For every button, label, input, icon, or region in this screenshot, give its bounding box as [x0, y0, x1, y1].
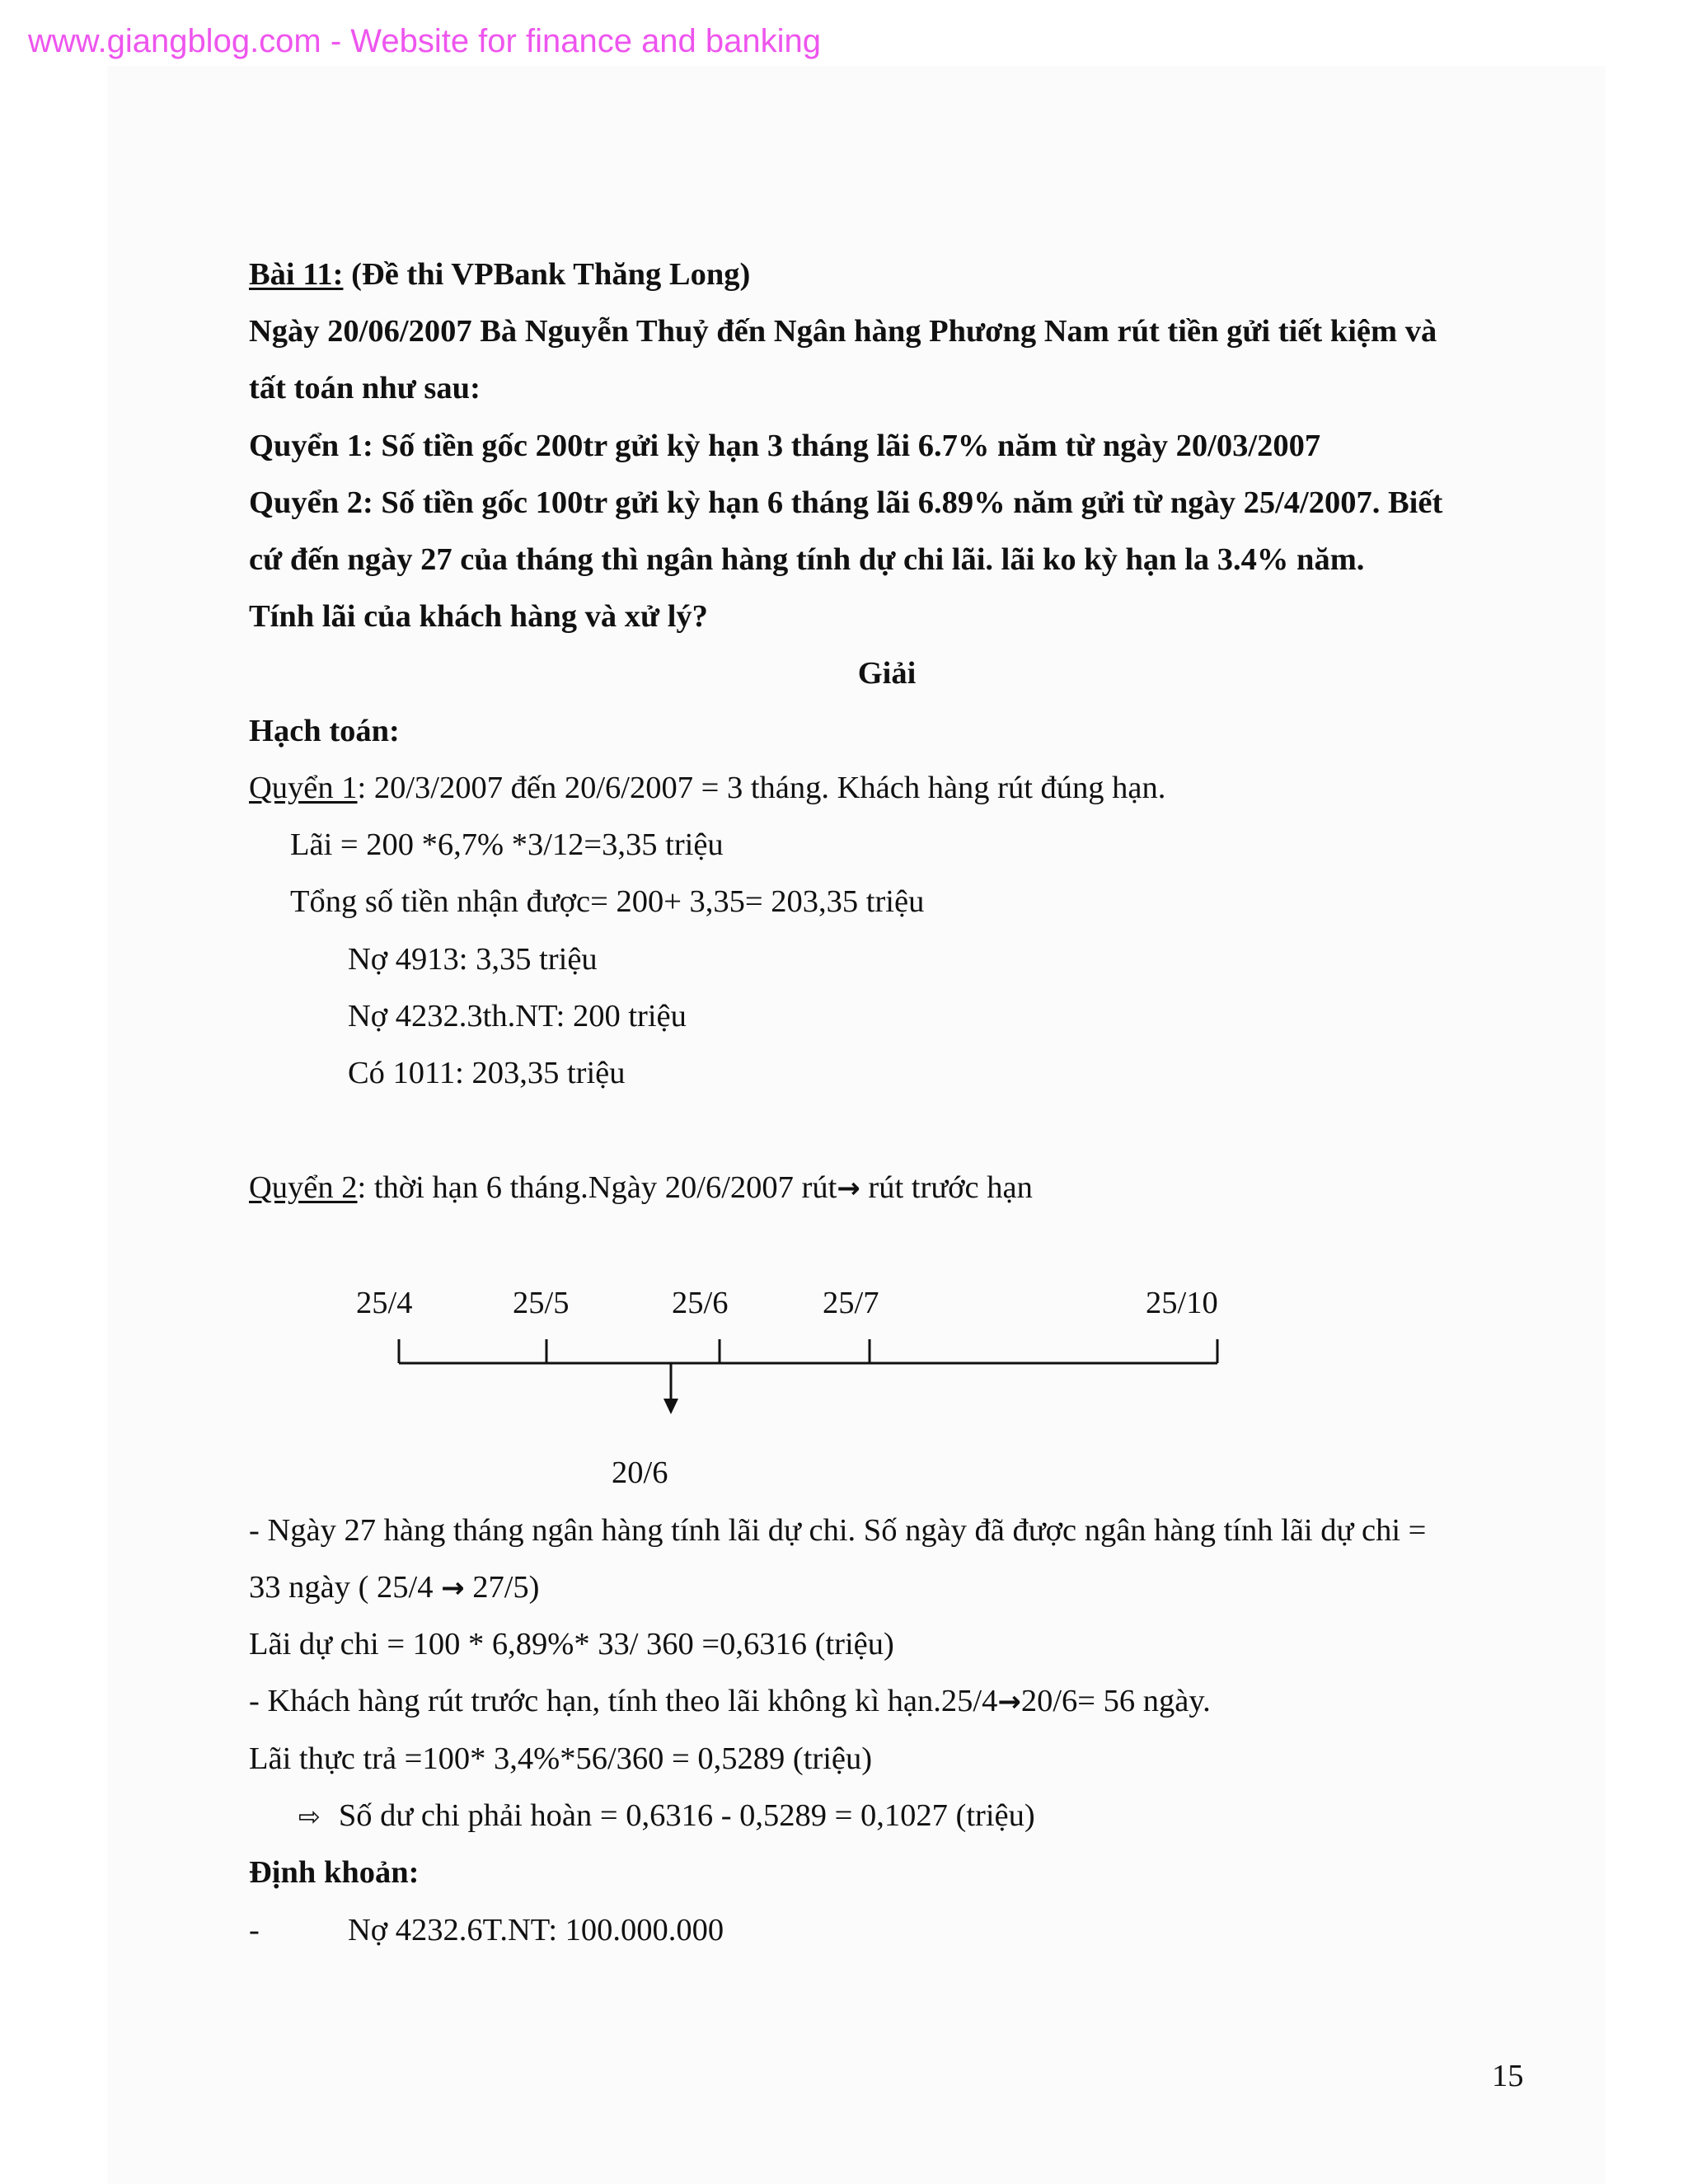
quyen-1-text: : 20/3/2007 đến 20/6/2007 = 3 tháng. Khách hàng rút đúng hạn.: [357, 771, 1166, 805]
timeline-label-25-5: 25/5: [513, 1286, 570, 1320]
problem-line-4: Quyển 2: Số tiền gốc 100tr gửi kỳ hạn 6 tháng lãi 6.89% năm gửi từ ngày 25/4/2007. Biết: [249, 485, 1443, 520]
arrow-right-icon: →: [997, 1685, 1021, 1718]
note-3-a: - Khách hàng rút trước hạn, tính theo lãi không kì hạn.25/4: [249, 1684, 998, 1718]
quyen-2-text-a: : thời hạn 6 tháng.Ngày 20/6/2007 rút: [357, 1170, 837, 1205]
entry-dash: -: [249, 1913, 260, 1947]
hach-toan-heading: Hạch toán:: [249, 714, 400, 748]
timeline-label-25-6: 25/6: [672, 1286, 729, 1320]
page-number: 15: [1492, 2059, 1524, 2093]
entry-no-4232-6t: Nợ 4232.6T.NT: 100.000.000: [348, 1913, 724, 1947]
solution-heading: Giải: [857, 656, 917, 691]
arrow-right-icon: →: [441, 1572, 465, 1605]
note-3: [249, 1682, 1211, 1721]
dinh-khoan-heading: Định khoản:: [249, 1855, 420, 1890]
quyen-2-text-b: rút trước hạn: [860, 1170, 1033, 1205]
note-2-b: 27/5): [464, 1570, 540, 1605]
quyen-1-label: Quyển 1: [249, 771, 358, 805]
note-2-a: 33 ngày ( 25/4: [249, 1570, 442, 1605]
lai-du-chi: Lãi dự chi = 100 * 6,89%* 33/ 360 =0,6316 (triệu): [249, 1627, 894, 1661]
down-arrow-icon: [663, 1399, 678, 1414]
problem-title: Bài 11:: [249, 257, 344, 292]
problem-line-6: Tính lãi của khách hàng và xử lý?: [249, 599, 708, 634]
timeline-label-25-4: 25/4: [356, 1286, 413, 1320]
note-3-b: 20/6= 56 ngày.: [1020, 1684, 1211, 1718]
timeline-label-25-10: 25/10: [1146, 1286, 1218, 1320]
note-1: - Ngày 27 hàng tháng ngân hàng tính lãi dự chi. Số ngày đã được ngân hàng tính lãi dự chi =: [249, 1513, 1427, 1548]
quyen-2-label: Quyển 2: [249, 1170, 358, 1205]
watermark-link[interactable]: www.giangblog.com - Website for finance and banking: [28, 23, 822, 59]
timeline-withdraw-label: 20/6: [612, 1455, 668, 1490]
problem-line-5: cứ đến ngày 27 của tháng thì ngân hàng tính dự chi lãi. lãi ko kỳ hạn la 3.4% năm.: [249, 542, 1365, 577]
quyen-1-entry-no-4913: Nợ 4913: 3,35 triệu: [348, 942, 598, 977]
quyen-1-entry-no-4232: Nợ 4232.3th.NT: 200 triệu: [348, 999, 687, 1033]
arrow-right-icon: →: [837, 1172, 860, 1205]
so-du-text: Số dư chi phải hoàn = 0,6316 - 0,5289 = 0,1027 (triệu): [338, 1798, 1035, 1833]
so-du-line: [298, 1797, 1035, 1835]
note-2: [249, 1568, 540, 1607]
problem-line-2: tất toán như sau:: [249, 371, 481, 405]
quyen-1-entry-co-1011: Có 1011: 203,35 triệu: [348, 1056, 626, 1090]
hollow-arrow-icon: ⇨: [298, 1801, 321, 1832]
timeline-label-25-7: 25/7: [823, 1286, 879, 1320]
quyen-1-tong: Tổng số tiền nhận được= 200+ 3,35= 203,35 triệu: [290, 884, 925, 919]
quyen-1-lai: Lãi = 200 *6,7% *3/12=3,35 triệu: [290, 827, 724, 862]
problem-source: (Đề thi VPBank Thăng Long): [343, 257, 751, 292]
lai-thuc-tra: Lãi thực trả =100* 3,4%*56/360 = 0,5289 (triệu): [249, 1741, 873, 1776]
problem-line-3: Quyển 1: Số tiền gốc 200tr gửi kỳ hạn 3 tháng lãi 6.7% năm từ ngày 20/03/2007: [249, 429, 1321, 463]
problem-line-1: Ngày 20/06/2007 Bà Nguyễn Thuỷ đến Ngân hàng Phương Nam rút tiền gửi tiết kiệm và: [249, 314, 1437, 349]
